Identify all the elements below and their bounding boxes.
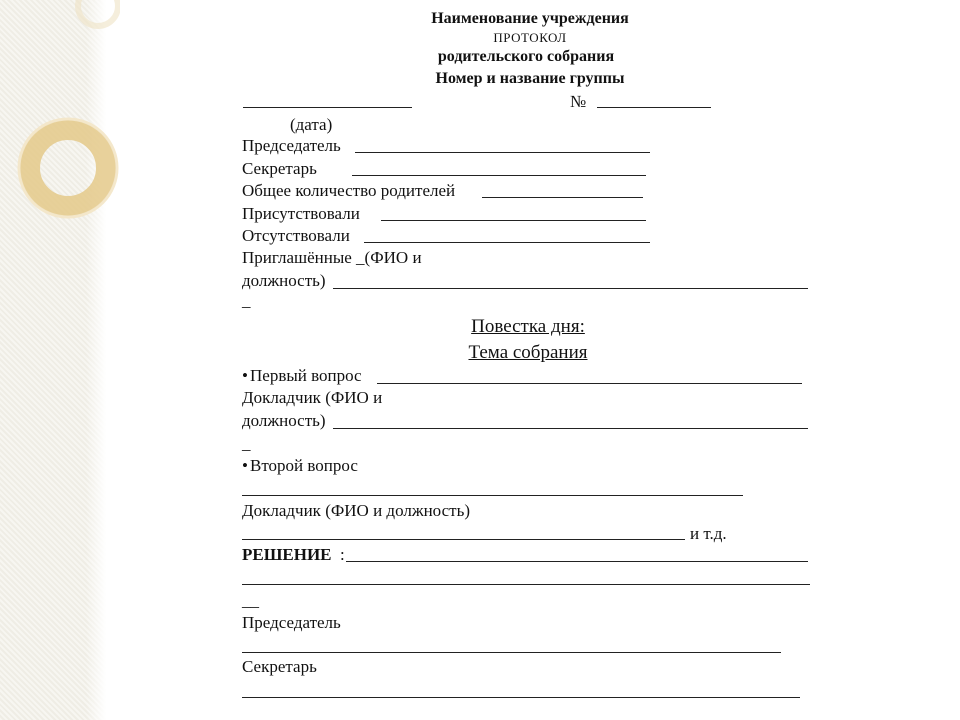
number-line (597, 107, 711, 108)
chairman-label: Председатель (242, 136, 341, 155)
date-line (243, 107, 412, 108)
speaker-2-label: Докладчик (ФИО и должность) (242, 501, 470, 520)
second-question-bullet: • (242, 456, 248, 475)
agenda-title: Повестка дня: (471, 316, 585, 337)
number-sign: № (570, 92, 587, 111)
signature-secretary-line (242, 697, 800, 698)
date-label: (дата) (290, 115, 333, 134)
first-question-bullet: • (242, 366, 248, 385)
decision-label: РЕШЕНИЕ (242, 545, 332, 564)
speaker-1-label: Докладчик (ФИО и (242, 388, 383, 407)
speaker-1-position-label: должность) (242, 411, 326, 430)
speaker-2-line (242, 539, 685, 540)
secretary-line (352, 175, 646, 176)
invited-line (333, 288, 808, 289)
chairman-line (355, 152, 650, 153)
invited-tail: _ (242, 291, 251, 310)
group-title: Номер и название группы (435, 70, 625, 87)
etc-label: и т.д. (690, 524, 727, 543)
speaker-1-line (333, 428, 808, 429)
invited-label: Приглашённые _(ФИО и (242, 248, 422, 267)
signature-chairman-label: Председатель (242, 613, 341, 632)
present-line (381, 220, 646, 221)
meeting-title: родительского собрания (437, 48, 615, 65)
decision-colon: : (340, 545, 345, 564)
decision-tail: __ (242, 591, 259, 610)
second-question-label: Второй вопрос (250, 456, 358, 475)
first-question-line (377, 383, 802, 384)
invited-position-label: должность) (242, 271, 326, 290)
total-parents-line (482, 197, 643, 198)
absent-line (364, 242, 650, 243)
present-label: Присутствовали (242, 204, 360, 223)
absent-label: Отсутствовали (242, 226, 350, 245)
protocol-title: ПРОТОКОЛ (493, 30, 567, 45)
decision-line-2 (242, 584, 810, 585)
agenda-topic: Тема собрания (468, 342, 588, 363)
decision-line-1 (346, 561, 808, 562)
speaker-1-tail: _ (242, 434, 251, 453)
institution-name: Наименование учреждения (431, 10, 629, 27)
second-question-line (242, 495, 743, 496)
signature-chairman-line (242, 652, 781, 653)
first-question-label: Первый вопрос (250, 366, 362, 385)
secretary-label: Секретарь (242, 159, 317, 178)
signature-secretary-label: Секретарь (242, 657, 317, 676)
total-parents-label: Общее количество родителей (242, 181, 456, 200)
